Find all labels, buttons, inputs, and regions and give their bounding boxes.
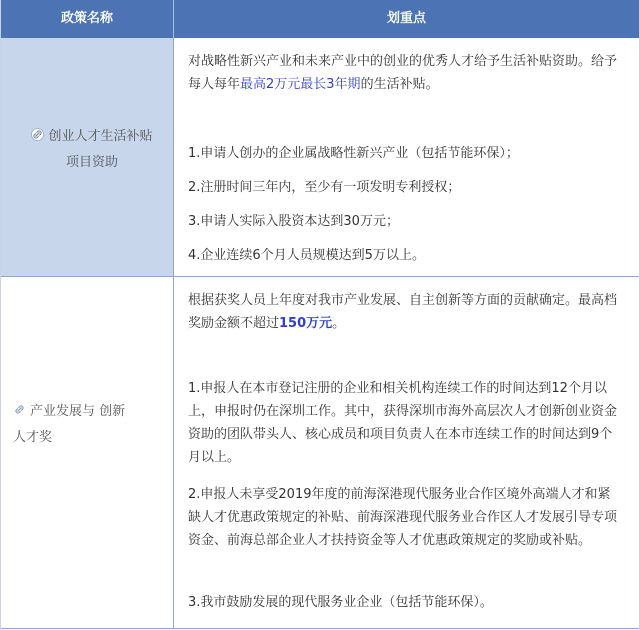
- policy-name-line2: 人才奖: [13, 430, 53, 445]
- policy-name[interactable]: [13, 399, 163, 451]
- link-icon: [31, 128, 44, 141]
- condition-item: 3.申请人实际入股资本达到30万元；: [188, 214, 399, 229]
- header-key-points: 划重点: [386, 11, 426, 26]
- policy-name-line1: 创业人才生活补贴: [48, 129, 153, 144]
- key-points-cell: [174, 277, 639, 629]
- policy-name-line1: 产业发展与 创新: [30, 404, 126, 419]
- header-policy-name: 政策名称: [60, 11, 113, 26]
- condition-item: 2.注册时间三年内，至少有一项发明专利授权；: [188, 180, 461, 195]
- highlight-amount: 150万元: [279, 316, 333, 331]
- condition-item: 3.我市鼓励发展的现代服务业企业（包括节能环保）。: [188, 595, 493, 610]
- policy-name-cell: [1, 277, 174, 629]
- condition-item: 2.申报人未享受2019年度的前海深港现代服务业合作区境外高端人才和紧缺人才优惠政策规定的补贴、前海深港现代服务业合作区人才发展引导专项资金、前海总部企业人才扶持资金等人才优惠政策规定的奖励或补贴。: [188, 487, 618, 548]
- policy-name-cell: [1, 38, 174, 276]
- policy-name-line2: 项目资助: [65, 155, 118, 170]
- condition-item: 1.申请人创办的企业属战略性新兴产业（包括节能环保）；: [188, 146, 519, 161]
- table-header: [1, 0, 639, 38]
- condition-item: 1.申报人在本市登记注册的企业和相关机构连续工作的时间达到12个月以上，申报时仍在深圳工作。其中，获得深圳市海外高层次人才创新创业资金资助的团队带头人、核心成员和项目负责人在本市连续工作的时间达到9个月以上。: [188, 381, 618, 465]
- table-row: [1, 38, 639, 276]
- condition-item: 4.企业连续6个月人员规模达到5万以上。: [188, 248, 425, 263]
- table-row: [1, 276, 639, 629]
- highlight-amount: 最高2万元最长3年期: [240, 77, 361, 92]
- intro-text: 对战略性新兴产业和未来产业中的创业的优秀人才给予生活补贴资助。给予每人每年最高2万元最长3年期的生活补贴。: [188, 54, 618, 92]
- key-points-cell: [174, 38, 639, 276]
- table-bottom-border: [1, 628, 639, 629]
- intro-text: 根据获奖人员上年度对我市产业发展、自主创新等方面的贡献确定。最高档奖励金额不超过150万元。: [188, 293, 618, 331]
- policy-name[interactable]: [17, 124, 167, 176]
- link-icon: [13, 403, 26, 416]
